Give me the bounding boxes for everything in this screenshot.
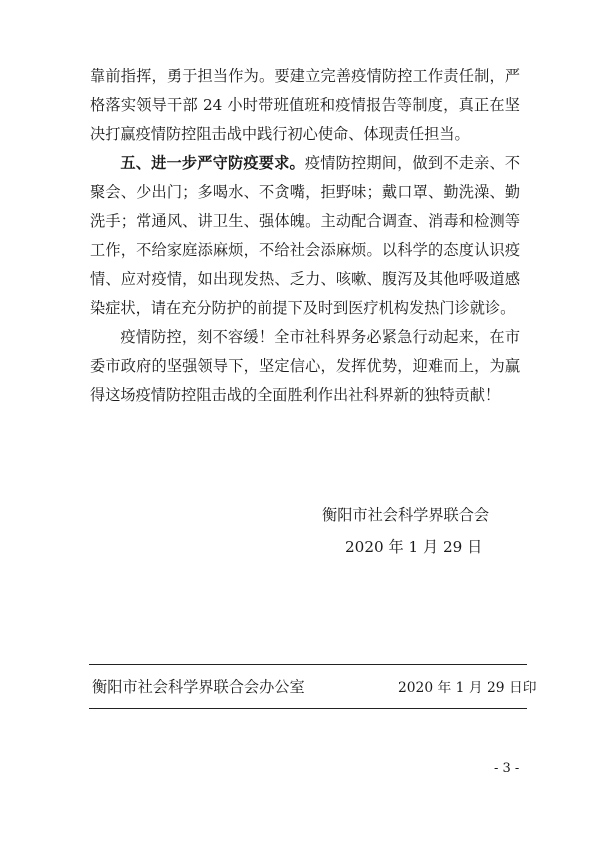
section-five-heading: 五、进一步严守防疫要求。 bbox=[120, 154, 305, 172]
signature-date: 2020 年 1 月 29 日 bbox=[345, 538, 483, 556]
section-five-text: 疫情防控期间，做到不走亲、不聚会、少出门；多喝水、不贪嘴，拒野味；戴口罩、勤洗澡、勤洗手；常通风、讲卫生、强体魄。主动配合调查、消毒和检测等工作，不给家庭添麻烦，不给社会添麻烦。以科学的态度认识疫情、应对疫情，如出现发热、乏力、咳嗽、腹泻及其他呼吸道感染症状，请在充分防护的前提下及时到医疗机构发热门诊就诊。 bbox=[90, 154, 521, 317]
signature-organization: 衡阳市社会科学界联合会 bbox=[322, 506, 490, 524]
page-number: - 3 - bbox=[494, 761, 520, 776]
document-body bbox=[90, 62, 520, 410]
closing-paragraph: 疫情防控，刻不容缓！全市社科界务必紧急行动起来，在市委市政府的坚强领导下，坚定信心，发挥优势，迎难而上，为赢得这场疫情防控阻击战的全面胜利作出社科界新的独特贡献！ bbox=[90, 328, 520, 404]
footer-top-rule bbox=[89, 664, 527, 665]
section-five-paragraph bbox=[90, 149, 520, 323]
footer-bottom-rule bbox=[89, 708, 527, 709]
continuation-paragraph: 靠前指挥，勇于担当作为。要建立完善疫情防控工作责任制，严格落实领导干部 24 小时带班值班和疫情报告等制度，真正在坚决打赢疫情防控阻击战中践行初心使命、体现责任担当。 bbox=[90, 67, 520, 143]
footer-print-date: 2020 年 1 月 29 日印 bbox=[398, 680, 537, 696]
footer-issuing-office: 衡阳市社会科学界联合会办公室 bbox=[92, 678, 305, 696]
